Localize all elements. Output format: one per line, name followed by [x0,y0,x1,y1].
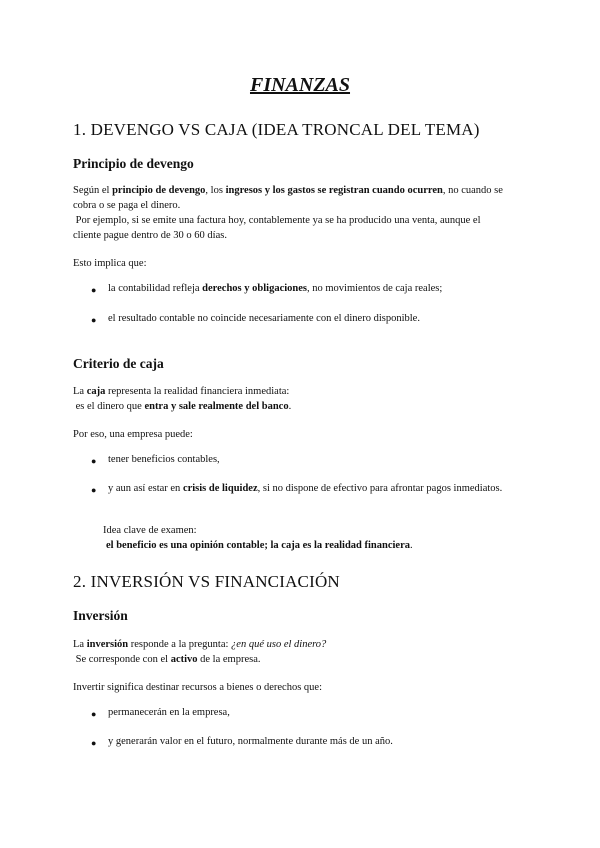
subheading-principio-devengo: Principio de devengo [73,156,194,171]
section-2-heading: 2. INVERSIÓN VS FINANCIACIÓN [73,572,340,591]
invertir-text: Invertir significa destinar recursos a bienes o derechos que: [73,682,322,693]
paragraph-devengo-line-4: cliente pague dentro de 30 o 60 días. [73,230,227,241]
paragraph-devengo-line-2: cobra o se paga el dinero. [73,200,181,211]
list-item: y generarán valor en el futuro, normalmente durante más de un año. [108,736,393,747]
bullet-marker: ● [91,485,97,495]
list-item: y aun así estar en crisis de liquidez, si no dispone de efectivo para afrontar pagos inmediatos. [108,483,503,494]
bullet-marker: ● [91,709,97,719]
bullet-marker: ● [91,456,97,466]
paragraph-devengo-line-3: Por ejemplo, si se emite una factura hoy, contablemente ya se ha producido una venta, aunque el [73,215,481,226]
idea-clave-text: el beneficio es una opinión contable; la caja es la realidad financiera. [106,540,413,551]
bullet-marker: ● [91,285,97,295]
paragraph-inversion-line-2: Se corresponde con el activo de la empresa. [73,654,261,665]
list-item: el resultado contable no coincide necesariamente con el dinero disponible. [108,313,420,324]
por-eso-text: Por eso, una empresa puede: [73,429,193,440]
paragraph-devengo-line-1: Según el principio de devengo, los ingresos y los gastos se registran cuando ocurren, no cuando se [73,185,503,196]
implies-text: Esto implica que: [73,258,147,269]
paragraph-caja-line-1: La caja representa la realidad financiera inmediata: [73,386,290,397]
bullet-marker: ● [91,738,97,748]
paragraph-caja-line-2: es el dinero que entra y sale realmente del banco. [73,401,292,412]
list-item: tener beneficios contables, [108,454,220,465]
bullet-marker: ● [91,315,97,325]
document-title: FINANZAS [249,74,351,96]
paragraph-inversion-line-1: La inversión responde a la pregunta: ¿en qué uso el dinero? [73,639,327,650]
subheading-criterio-caja: Criterio de caja [73,356,164,371]
idea-clave-label: Idea clave de examen: [103,525,197,536]
subheading-inversion: Inversión [73,608,128,623]
list-item: la contabilidad refleja derechos y obligaciones, no movimientos de caja reales; [108,283,443,294]
section-1-heading: 1. DEVENGO VS CAJA (IDEA TRONCAL DEL TEMA) [73,120,480,139]
list-item: permanecerán en la empresa, [108,707,230,718]
